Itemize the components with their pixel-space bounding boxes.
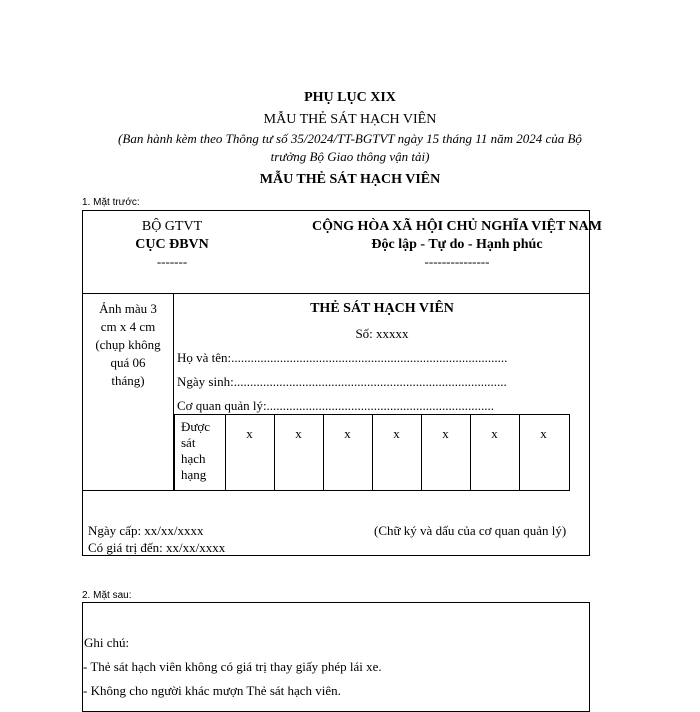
- back-side-label: 2. Mặt sau:: [82, 590, 132, 601]
- class-mark: x: [344, 426, 351, 441]
- photo-caption-line: tháng): [111, 373, 145, 388]
- class-label-line: sát: [181, 435, 196, 450]
- photo-caption-line: Ảnh màu 3: [99, 301, 157, 316]
- appendix-heading: PHỤ LỤC XIX: [304, 90, 396, 105]
- valid-until: Có giá trị đến: xx/xx/xxxx: [88, 540, 226, 555]
- class-label-line: hạch: [181, 451, 206, 466]
- front-side-label: 1. Mặt trước:: [82, 197, 140, 208]
- class-mark: x: [442, 426, 449, 441]
- class-mark: x: [540, 426, 547, 441]
- form-title: MẪU THẺ SÁT HẠCH VIÊN: [263, 112, 437, 127]
- national-motto: Độc lập - Tự do - Hạnh phúc: [371, 237, 543, 252]
- motto-dash: ---------------: [424, 254, 490, 269]
- class-label-line: Được: [181, 419, 211, 434]
- name-field: Họ và tên:.....................................................................................: [177, 350, 508, 365]
- agency-field: Cơ quan quản lý:......................................................................: [177, 398, 495, 413]
- info-top-border: [174, 293, 590, 294]
- photo-caption: [82, 300, 174, 390]
- note-item: - Không cho người khác mượn Thẻ sát hạch viên.: [83, 683, 341, 698]
- note-title: Ghi chú:: [84, 635, 130, 650]
- department-name: CỤC ĐBVN: [135, 237, 209, 252]
- photo-caption-line: quá 06: [110, 355, 146, 370]
- issued-by-line-2: trưởng Bộ Giao thông vận tải): [270, 149, 430, 164]
- issued-by-line-1: (Ban hành kèm theo Thông tư số 35/2024/TT-BGTVT ngày 15 tháng 11 năm 2024 của Bộ: [118, 131, 582, 146]
- class-mark: x: [393, 426, 400, 441]
- ministry-name: BỘ GTVT: [141, 219, 203, 234]
- class-mark: x: [491, 426, 498, 441]
- card-number: Số: xxxxx: [355, 326, 409, 341]
- photo-caption-line: cm x 4 cm: [100, 319, 156, 334]
- country-name: CỘNG HÒA XÃ HỘI CHỦ NGHĨA VIỆT NAM: [311, 219, 602, 234]
- card-title: THẺ SÁT HẠCH VIÊN: [310, 301, 454, 316]
- class-mark: x: [246, 426, 253, 441]
- dob-field: Ngày sinh:....................................................................................: [177, 374, 507, 389]
- signature-note: (Chữ ký và dấu của cơ quan quản lý): [374, 523, 567, 538]
- class-label-line: hạng: [181, 467, 207, 482]
- class-mark: x: [295, 426, 302, 441]
- section-title: MẪU THẺ SÁT HẠCH VIÊN: [259, 172, 441, 187]
- org-dash: -------: [156, 254, 188, 269]
- class-label: [181, 419, 210, 483]
- note-item: - Thẻ sát hạch viên không có giá trị thay giấy phép lái xe.: [83, 659, 382, 674]
- issue-date: Ngày cấp: xx/xx/xxxx: [88, 523, 204, 538]
- photo-caption-line: (chụp không: [95, 337, 161, 352]
